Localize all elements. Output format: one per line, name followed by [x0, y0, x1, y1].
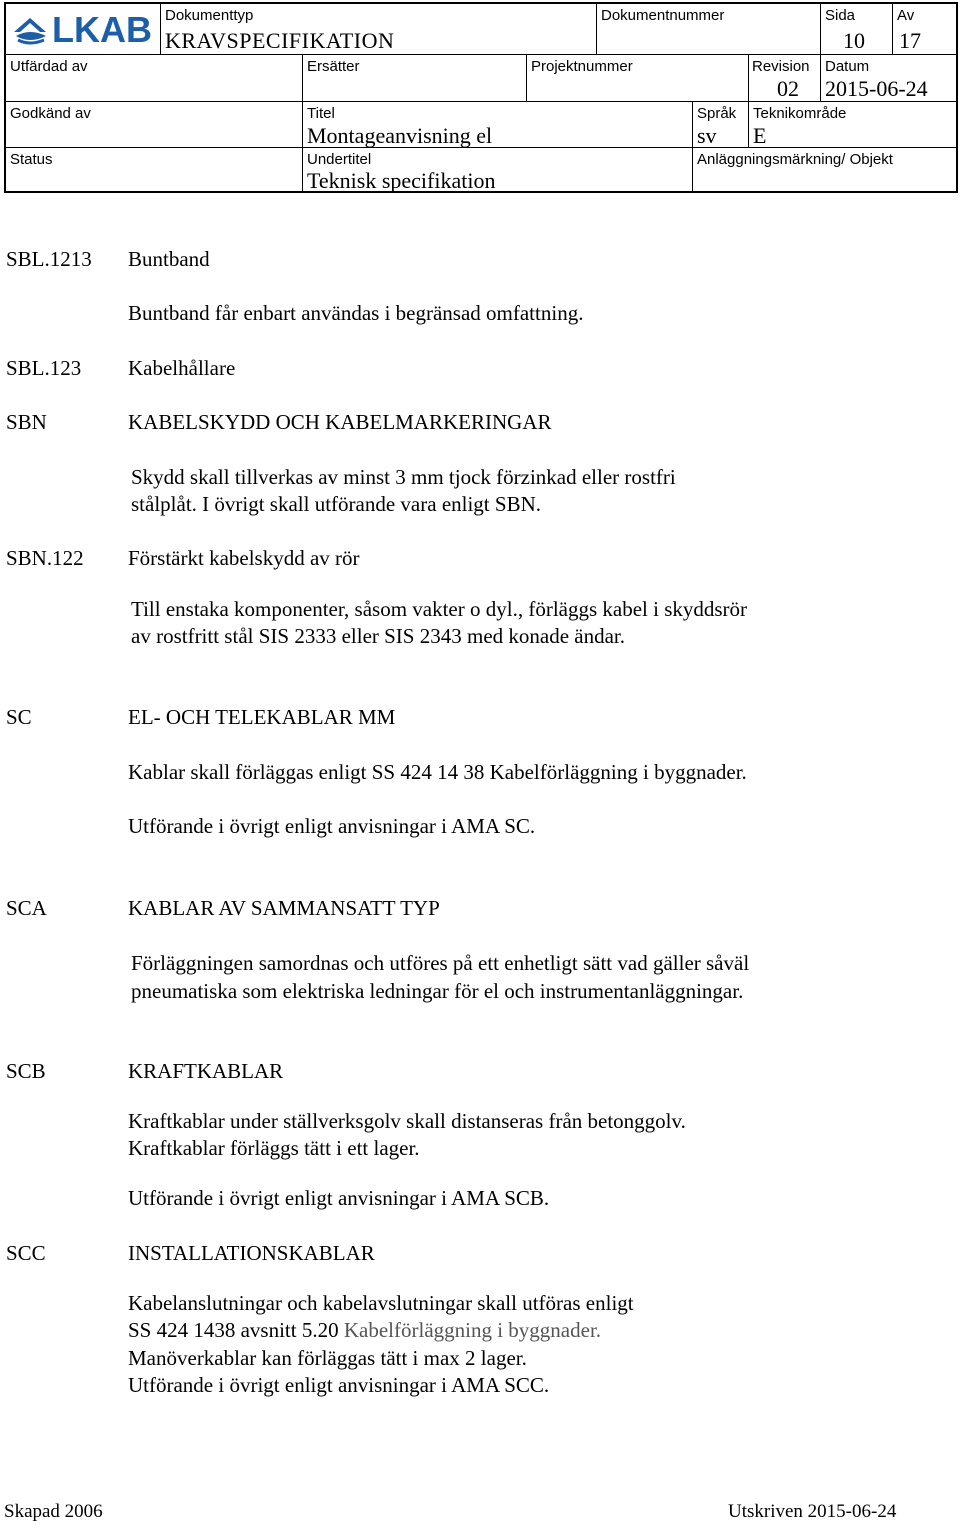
tech-area-value: E: [753, 123, 767, 148]
section-code: SBL.123: [6, 356, 82, 380]
section-text: Buntband får enbart användas i begränsad omfattning.: [128, 301, 584, 325]
section-text: Kraftkablar under ställverksgolv skall distanseras från betonggolv.: [128, 1109, 686, 1133]
project-number-label: Projektnummer: [531, 58, 633, 75]
revision-value: 02: [777, 76, 799, 101]
section-title: EL- OCH TELEKABLAR MM: [128, 705, 396, 729]
date-value: 2015-06-24: [825, 76, 928, 101]
section-code: SBN: [6, 410, 47, 434]
title-label: Titel: [307, 105, 335, 122]
section-code: SBN.122: [6, 546, 84, 570]
section-code: SBL.1213: [6, 247, 92, 271]
lkab-logo: [12, 10, 162, 48]
section-text: Manöverkablar kan förläggas tätt i max 2 lager.: [128, 1346, 527, 1370]
section-title: KABELSKYDD OCH KABELMARKERINGAR: [128, 410, 552, 434]
footer-printed: Utskriven 2015-06-24: [728, 1501, 897, 1522]
section-text: Kabelanslutningar och kabelavslutningar skall utföras enligt: [128, 1291, 634, 1315]
page-of-label: Av: [897, 7, 915, 24]
date-cell: [820, 54, 958, 101]
revision-label: Revision: [752, 58, 810, 75]
approved-by-label: Godkänd av: [10, 105, 91, 122]
language-cell: [692, 101, 748, 147]
svg-text:LKAB: LKAB: [52, 10, 152, 48]
section-text: Utförande i övrigt enligt anvisningar i AMA SC.: [128, 814, 536, 838]
title-cell: [302, 101, 692, 147]
section-text: [128, 1317, 601, 1344]
section-text: Utförande i övrigt enligt anvisningar i AMA SCB.: [128, 1186, 550, 1210]
issued-by-label: Utfärdad av: [10, 58, 88, 75]
page-value: 10: [843, 28, 865, 53]
section-text-reference: Kabelförläggning i byggnader.: [343, 1318, 602, 1342]
project-number-cell: [526, 54, 748, 101]
section-text: Kablar skall förläggas enligt SS 424 14 38 Kabelförläggning i byggnader.: [128, 760, 747, 784]
section-title: Buntband: [128, 247, 210, 271]
language-value: sv: [697, 123, 717, 148]
language-label: Språk: [697, 105, 737, 122]
page-cell: [820, 4, 892, 54]
section-text-part: SS 424 1438 avsnitt 5.20: [128, 1318, 344, 1342]
page-of-value: 17: [899, 28, 921, 53]
section-text: Till enstaka komponenter, såsom vakter o dyl., förläggs kabel i skyddsrör: [131, 597, 748, 621]
section-code: SC: [6, 705, 32, 729]
date-label: Datum: [825, 58, 870, 75]
status-label: Status: [10, 151, 53, 168]
section-text: Förläggningen samordnas och utföres på ett enhetligt sätt vad gäller såväl: [131, 951, 750, 975]
doc-type-value: KRAVSPECIFIKATION: [165, 28, 395, 53]
section-title: Kabelhållare: [128, 356, 236, 380]
status-cell: [6, 147, 302, 191]
subtitle-label: Undertitel: [307, 151, 372, 168]
section-title: KRAFTKABLAR: [128, 1059, 284, 1083]
section-code: SCB: [6, 1059, 46, 1083]
replaces-cell: [302, 54, 526, 101]
approved-by-cell: [6, 101, 302, 147]
section-code: SCA: [6, 896, 47, 920]
tech-area-label: Teknikområde: [753, 105, 847, 122]
tech-area-cell: [748, 101, 958, 147]
doc-number-label: Dokumentnummer: [601, 7, 725, 24]
title-value: Montageanvisning el: [307, 123, 493, 148]
section-title: KABLAR AV SAMMANSATT TYP: [128, 896, 440, 920]
issued-by-cell: [6, 54, 302, 101]
section-title: INSTALLATIONSKABLAR: [128, 1241, 375, 1265]
section-text: Skydd skall tillverkas av minst 3 mm tjock förzinkad eller rostfri: [131, 465, 676, 489]
section-title: Förstärkt kabelskydd av rör: [128, 546, 360, 570]
revision-cell: [748, 54, 820, 101]
doc-type-label: Dokumenttyp: [165, 7, 254, 24]
section-text: pneumatiska som elektriska ledningar för el och instrumentanläggningar.: [131, 979, 744, 1003]
document-header: [4, 2, 958, 193]
section-text: stålplåt. I övrigt skall utförande vara enligt SBN.: [131, 492, 541, 516]
page-label: Sida: [825, 7, 856, 24]
subtitle-cell: [302, 147, 692, 191]
plant-marking-label: Anläggningsmärkning/ Objekt: [697, 151, 893, 168]
footer-created: Skapad 2006: [4, 1501, 103, 1522]
subtitle-value: Teknisk specifikation: [307, 168, 496, 193]
doc-number-cell: [596, 4, 820, 54]
section-text: av rostfritt stål SIS 2333 eller SIS 2343 med konade ändar.: [131, 624, 626, 648]
replaces-label: Ersätter: [307, 58, 360, 75]
page-of-cell: [892, 4, 958, 54]
doc-type-cell: [160, 4, 596, 54]
section-text: Utförande i övrigt enligt anvisningar i AMA SCC.: [128, 1373, 550, 1397]
section-code: SCC: [6, 1241, 46, 1265]
plant-marking-cell: [692, 147, 958, 191]
section-text: Kraftkablar förläggs tätt i ett lager.: [128, 1136, 420, 1160]
